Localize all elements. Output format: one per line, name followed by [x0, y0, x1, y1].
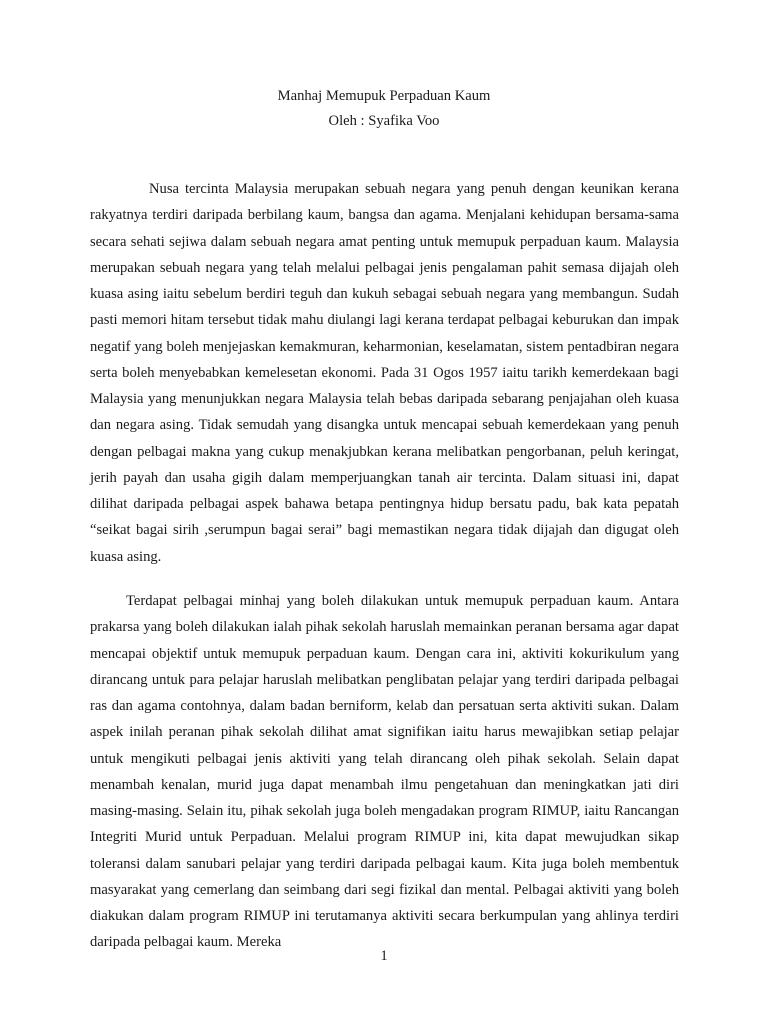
document-title: Manhaj Memupuk Perpaduan Kaum [277, 88, 491, 104]
paragraph-introduction: Nusa tercinta Malaysia merupakan sebuah negara yang penuh dengan keunikan kerana rakyatnya terdiri daripada berbilang kaum, bangsa dan agama. Menjalani kehidupan bersama-sama secara sehati sejiwa dalam sebuah negara amat penting untuk memupuk perpaduan kaum. Malaysia merupakan sebuah negara yang telah melalui pelbagai jenis pengalaman pahit semasa dijajah oleh kuasa asing iaitu sebelum berdiri teguh dan kukuh sebagai sebuah negara yang membangun. Sudah pasti memori hitam tersebut tidak mahu diulangi lagi kerana terdapat pelbagai keburukan dan impak negatif yang boleh menjejaskan kemakmuran, keharmonian, keselamatan, sistem pentadbiran negara serta boleh menyebabkan kemelesetan ekonomi. Pada 31 Ogos 1957 iaitu tarikh kemerdekaan bagi Malaysia yang menunjukkan negara Malaysia telah bebas daripada sebarang penjajahan oleh kuasa dan negara asing. Tidak semudah yang disangka untuk mencapai sebuah kemerdekaan yang penuh dengan pelbagai makna yang cukup menakjubkan kerana melibatkan pengorbanan, peluh keringat, jerih payah dan usaha gigih dalam memperjuangkan tanah air tercinta. Dalam situasi ini, dapat dilihat daripada pelbagai aspek bahawa betapa pentingnya hidup bersatu padu, bak kata pepatah “seikat bagai sirih ,serumpun bagai serai” bagi memastikan negara tidak dijajah dan digugat oleh kuasa asing. [90, 181, 679, 565]
author-line: Oleh : Syafika Voo [328, 113, 440, 129]
page-number: 1 [380, 948, 388, 964]
paragraph-body: Terdapat pelbagai minhaj yang boleh dilakukan untuk memupuk perpaduan kaum. Antara prakarsa yang boleh dilakukan ialah pihak sekolah haruslah memainkan peranan bersama agar dapat mencapai objektif untuk memupuk perpaduan kaum. Dengan cara ini, aktiviti kokurikulum yang dirancang untuk para pelajar haruslah melibatkan penglibatan pelajar yang terdiri daripada pelbagai ras dan agama contohnya, dalam badan berniform, kelab dan persatuan serta aktiviti sukan. Dalam aspek inilah peranan pihak sekolah dilihat amat signifikan iaitu harus mewajibkan setiap pelajar untuk mengikuti pelbagai jenis aktiviti yang telah dirancang oleh pihak sekolah. Selain dapat menambah kenalan, murid juga dapat menambah ilmu pengetahuan dan meningkatkan jati diri masing-masing. Selain itu, pihak sekolah juga boleh mengadakan program RIMUP, iaitu Rancangan Integriti Murid untuk Perpaduan. Melalui program RIMUP ini, kita dapat mewujudkan sikap toleransi dalam sanubari pelajar yang terdiri daripada pelbagai kaum. Kita juga boleh membentuk masyarakat yang cemerlang dan seimbang dari segi fizikal dan mental. Pelbagai aktiviti yang boleh diakukan dalam program RIMUP ini terutamanya aktiviti secara berkumpulan yang ahlinya terdiri daripada pelbagai kaum. Mereka [90, 593, 679, 951]
